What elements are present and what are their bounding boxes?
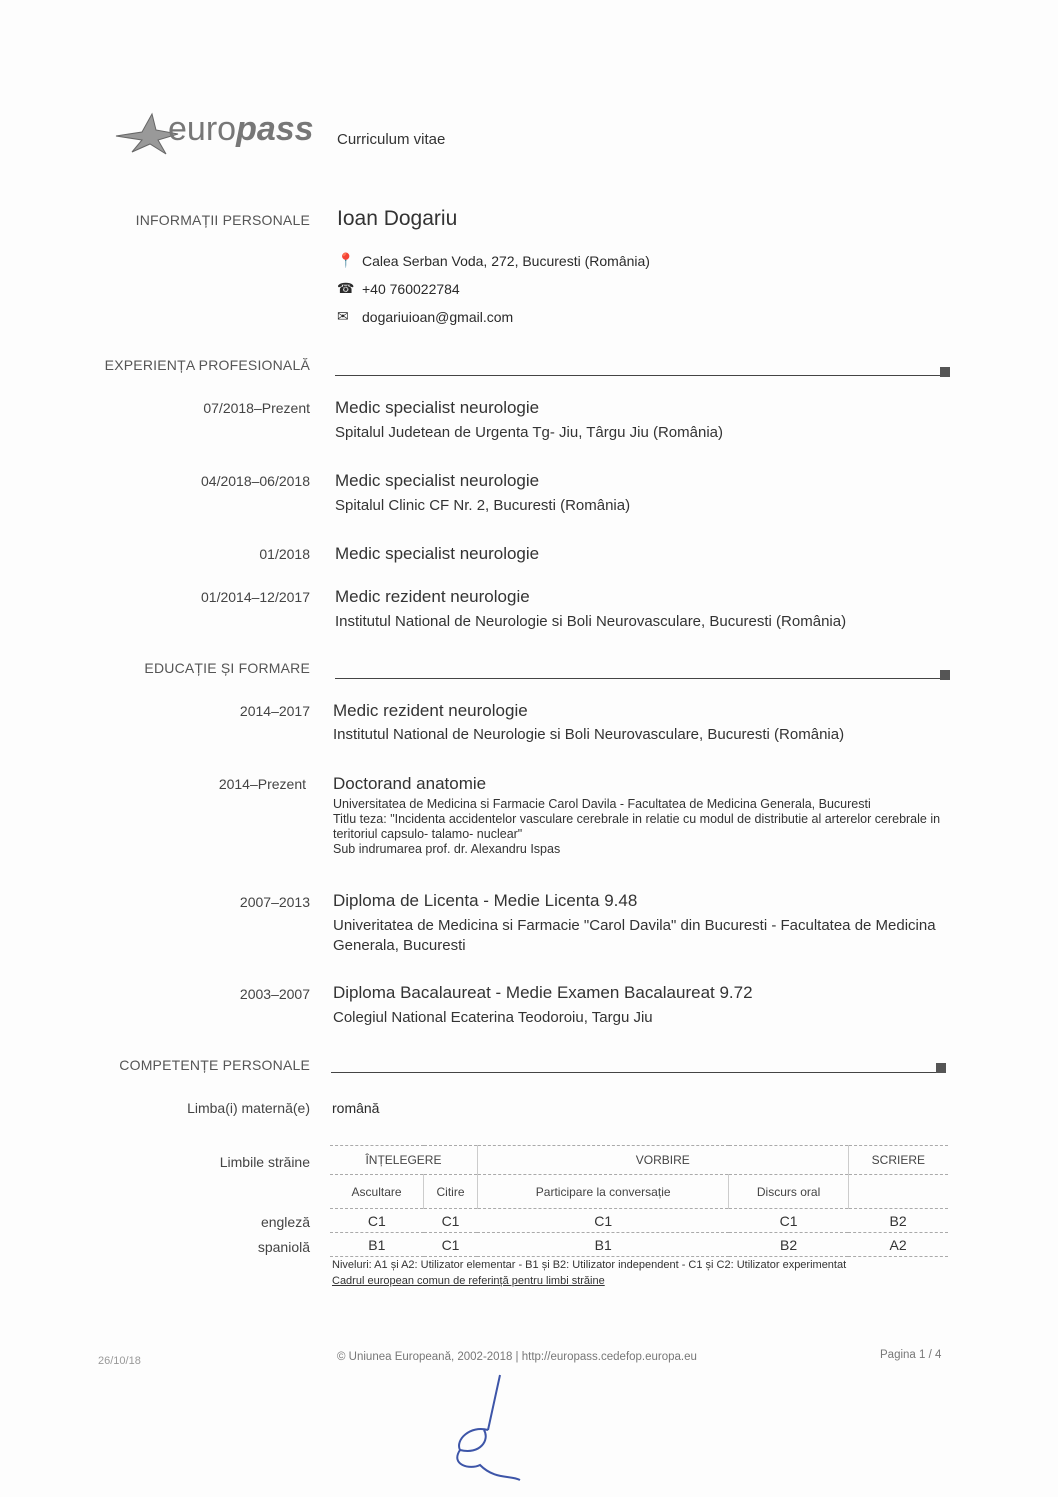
section-divider	[335, 375, 940, 376]
experience-org: Spitalul Judetean de Urgenta Tg- Jiu, Târgu Jiu (România)	[335, 424, 723, 441]
education-details	[333, 797, 943, 857]
education-institution: Universitatea de Medicina si Farmacie Carol Davila - Facultatea de Medicina Generala, Bucuresti	[333, 797, 871, 811]
levels-note: Niveluri: A1 și A2: Utilizator elementar - B1 și B2: Utilizator independent - C1 și C2: Utilizator experimentat	[332, 1259, 847, 1271]
experience-date: 04/2018–06/2018	[201, 473, 310, 489]
thesis-supervisor: Sub indrumarea prof. dr. Alexandru Ispas	[333, 842, 561, 856]
level: C1	[424, 1233, 478, 1257]
section-experience: EXPERIENȚA PROFESIONALĂ	[104, 357, 310, 373]
language-name: engleză	[260, 1214, 310, 1230]
experience-date: 01/2018	[259, 546, 310, 562]
experience-org: Institutul National de Neurologie si Boli Neurovasculare, Bucuresti (România)	[335, 613, 847, 630]
language-name: spaniolă	[257, 1239, 310, 1255]
education-date: 2014–Prezent	[218, 776, 306, 792]
section-divider	[331, 1072, 936, 1073]
location-pin-icon: 📍	[337, 252, 355, 268]
phone: +40 760022784	[362, 281, 460, 297]
section-divider	[335, 678, 940, 679]
section-divider-end	[936, 1063, 946, 1073]
level: C1	[330, 1209, 424, 1233]
group-understanding: ÎNȚELEGERE	[330, 1146, 477, 1175]
level: C1	[729, 1209, 848, 1233]
footer-copyright: © Uniunea Europeană, 2002-2018 | http://europass.cedefop.europa.eu	[337, 1351, 697, 1363]
handwritten-signature	[440, 1370, 530, 1485]
col-empty	[848, 1175, 948, 1209]
footer-date: 26/10/18	[98, 1355, 141, 1367]
experience-org: Spitalul Clinic CF Nr. 2, Bucuresti (România)	[335, 497, 631, 514]
col-interaction: Participare la conversație	[477, 1175, 729, 1209]
foreign-languages-label: Limbile străine	[219, 1154, 310, 1170]
level: C1	[477, 1209, 729, 1233]
address: Calea Serban Voda, 272, Bucuresti (România)	[362, 253, 650, 269]
education-date: 2003–2007	[239, 986, 310, 1002]
page-number: Pagina 1 / 4	[880, 1349, 942, 1361]
education-title: Diploma Bacalaureat - Medie Examen Bacalaureat 9.72	[333, 983, 753, 1002]
level: B2	[848, 1209, 948, 1233]
experience-date: 07/2018–Prezent	[203, 400, 310, 416]
level: B1	[330, 1233, 424, 1257]
col-listening: Ascultare	[330, 1175, 424, 1209]
thesis-title: Titlu teza: "Incidenta accidentelor vasculare cerebrale in relatie cu modul de distributie al arterelor cerebrale in teritoriul capsulo- talamo- nuclear"	[333, 812, 941, 841]
experience-title: Medic specialist neurologie	[335, 398, 540, 417]
education-date: 2007–2013	[239, 894, 310, 910]
level: A2	[848, 1233, 948, 1257]
language-table	[330, 1145, 948, 1257]
education-title: Doctorand anatomie	[333, 774, 487, 793]
person-name: Ioan Dogariu	[337, 207, 458, 230]
education-title: Diploma de Licenta - Medie Licenta 9.48	[333, 891, 638, 910]
education-org: Institutul National de Neurologie si Boli Neurovasculare, Bucuresti (România)	[333, 726, 845, 743]
mother-tongue-value: română	[332, 1100, 380, 1116]
group-speaking: VORBIRE	[477, 1146, 848, 1175]
level: B1	[477, 1233, 729, 1257]
level: C1	[424, 1209, 478, 1233]
mother-tongue-label: Limba(i) maternă(e)	[187, 1100, 310, 1116]
experience-date: 01/2014–12/2017	[201, 589, 310, 605]
section-education: EDUCAȚIE ȘI FORMARE	[144, 660, 310, 676]
doc-title: Curriculum vitae	[337, 131, 446, 148]
cefr-link[interactable]: Cadrul european comun de referință pentru limbi străine	[332, 1275, 605, 1287]
language-row	[330, 1233, 948, 1257]
experience-title: Medic rezident neurologie	[335, 587, 530, 606]
level: B2	[729, 1233, 848, 1257]
section-divider-end	[940, 367, 950, 377]
col-reading: Citire	[424, 1175, 478, 1209]
group-writing: SCRIERE	[848, 1146, 948, 1175]
phone-icon: ☎	[337, 280, 355, 296]
cv-page: europass Curriculum vitae INFORMAȚII PERSONALE Ioan Dogariu 📍 Calea Serban Voda, 272, Bucuresti (România) ☎ +40 760022784 ✉ dogariuioan@gmail.com EXPERIENȚA PROFESIONALĂ 07/2018–Prezent Medic specialist neurologie Spitalul Judetean de Urgenta Tg- Jiu, Târgu Jiu (România) 04/2018–06/2018 Medic specialist neurologie Spitalul Clinic CF Nr. 2, Bucuresti (România) 01/2018 Medic specialist neurologie 01/2014–12/2017 Medic rezident neurologie Institutul National de Neurologie si Boli Neurovasculare, Bucuresti (România) EDUCAȚIE ȘI FORMARE 2014–2017 Medic rezident neurologie Institutul National de Neurologie si Boli Neurovasculare, Bucuresti (România) 2014–Prezent Doctorand anatomie Universitatea de Medicina si Farmacie Carol Davila - Facultatea de Medicina Generala, Bucuresti Titlu teza: "Incidenta accidentelor vasculare cerebrale in relatie cu modul de distributie al arterelor cerebrale in teritoriul capsulo- talamo- nuclear" Sub indrumarea prof. dr. Alexandru Ispas 2007–2013 Diploma de Licenta - Medie Licenta 9.48 Univeritatea de Medicina si Farmacie "Carol Davila" din Bucuresti - Facultatea de Medicina Generala, Bucuresti 2003–2007 Diploma Bacalaureat - Medie Examen Bacalaureat 9.72 Colegiul National Ecaterina Teodoroiu, Targu Jiu COMPETENȚE PERSONALE Limba(i) maternă(e) română Limbile străine engleză spaniolă ÎNȚELEGERE VORBIRE SCRIERE Ascultare Citire Participare la conversație Discurs oral C1 C1 C1 C1 B2 B1 C1 B1 B2 A2 Niveluri: A1 și A2: Utilizator elementar - B1 și B2: Utilizator independent - C1 și C2: Utilizator experimentat Cadrul european comun de referință pentru limbi străine 26/10/18 © Uniunea Europeană, 2002-2018 | http://europass.cedefop.europa.eu Pagina 1 / 4	[0, 0, 1058, 1497]
email-icon: ✉	[337, 308, 349, 324]
section-personal-skills: COMPETENȚE PERSONALE	[119, 1057, 310, 1073]
education-title: Medic rezident neurologie	[333, 701, 528, 720]
section-personal-info: INFORMAȚII PERSONALE	[135, 212, 310, 228]
col-production: Discurs oral	[729, 1175, 848, 1209]
education-org: Univeritatea de Medicina si Farmacie "Carol Davila" din Bucuresti - Facultatea de Medicina Generala, Bucuresti	[333, 917, 936, 954]
experience-title: Medic specialist neurologie	[335, 544, 540, 563]
experience-title: Medic specialist neurologie	[335, 471, 540, 490]
education-date: 2014–2017	[239, 703, 310, 719]
email[interactable]: dogariuioan@gmail.com	[362, 309, 514, 325]
language-row	[330, 1209, 948, 1233]
education-org: Colegiul National Ecaterina Teodoroiu, Targu Jiu	[333, 1009, 653, 1026]
section-divider-end	[940, 670, 950, 680]
